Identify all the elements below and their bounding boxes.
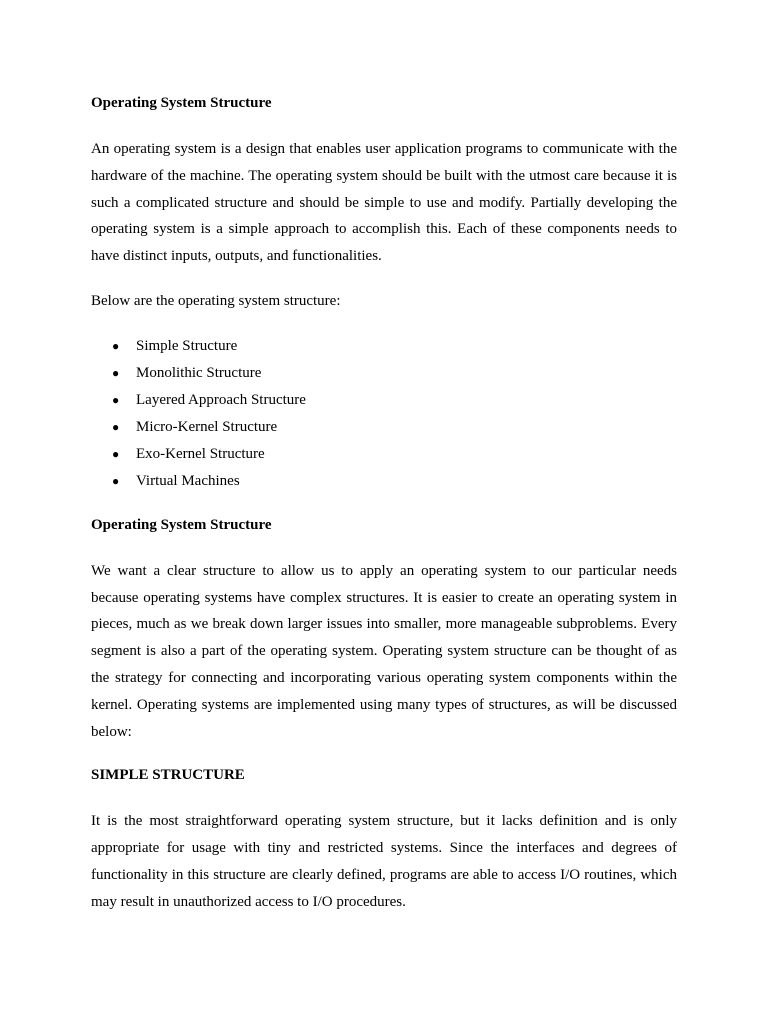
bullet-icon: ● [112,419,120,434]
section-heading: SIMPLE STRUCTURE [91,767,245,784]
section-heading: Operating System Structure [91,516,272,533]
list-item-label: Exo-Kernel Structure [136,445,265,462]
document-page [91,91,677,934]
list-item-label: Simple Structure [136,337,238,354]
paragraph: Below are the operating system structure: [91,292,341,309]
paragraph: An operating system is a design that enables user application programs to communicate with the hardware of the machine. The operating system should be built with the utmost care because it is such a complicated structure and should be simple to use and modify. Partially developing the operating system is a simple approach to accomplish this. Each of these components needs to have distinct inputs, outputs, and functionalities. [91,141,677,265]
list-item [91,468,677,495]
list-item [91,360,677,387]
section-heading: Operating System Structure [91,95,272,111]
list-item [91,414,677,441]
list-item [91,441,677,468]
list-item-label: Monolithic Structure [136,364,262,381]
bullet-icon: ● [112,473,120,488]
bullet-icon: ● [112,338,120,353]
paragraph: It is the most straightforward operating system structure, but it lacks definition and is only appropriate for usage with tiny and restricted systems. Since the interfaces and degrees of functionality in this structure are clearly defined, programs are able to access I/O routines, which may result in unauthorized access to I/O procedures. [91,813,677,910]
list-item-label: Layered Approach Structure [136,391,306,408]
structure-list [91,333,677,495]
bullet-icon: ● [112,446,120,461]
list-item [91,387,677,414]
list-item-label: Micro-Kernel Structure [136,418,278,435]
bullet-icon: ● [112,392,120,407]
list-item-label: Virtual Machines [136,472,240,489]
list-item [91,333,677,360]
paragraph: We want a clear structure to allow us to apply an operating system to our particular needs because operating systems have complex structures. It is easier to create an operating system in pieces, much as we break down larger issues into smaller, more manageable subproblems. Every segment is also a part of the operating system. Operating system structure can be thought of as the strategy for connecting and incorporating various operating system components within the kernel. Operating systems are implemented using many types of structures, as will be discussed below: [91,562,677,740]
bullet-icon: ● [112,365,120,380]
